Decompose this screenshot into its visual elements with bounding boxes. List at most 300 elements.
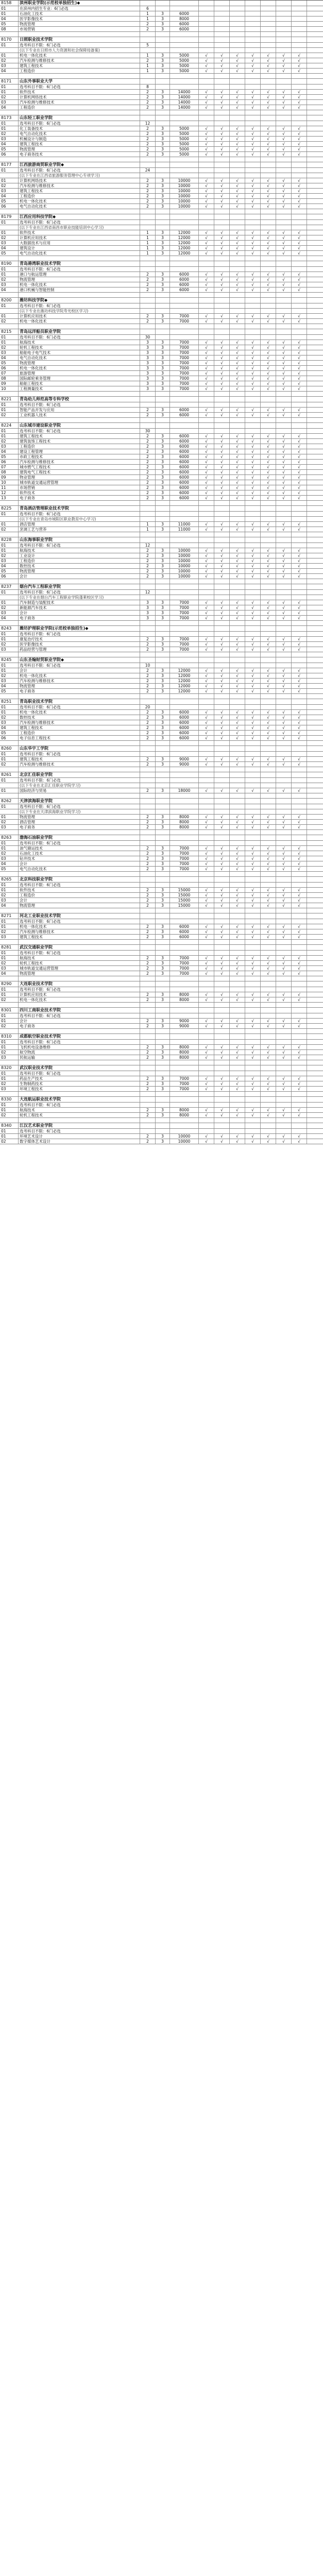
subject-mark-cell (230, 214, 245, 219)
subject-mark-cell: √ (199, 137, 214, 141)
group-row (0, 220, 323, 225)
blank-row (0, 872, 323, 877)
subject-mark-cell (245, 841, 261, 845)
subject-mark-cell: √ (245, 475, 261, 480)
blank-row (0, 324, 323, 329)
subject-mark-cell: √ (276, 564, 292, 568)
empty-cell (199, 694, 214, 699)
name-cell: 会计 (19, 1019, 140, 1023)
len-cell (156, 1129, 170, 1133)
name-cell: 建设工程管理 (19, 449, 140, 454)
subject-mark-cell: √ (199, 825, 214, 829)
fee-cell (170, 402, 199, 407)
name-cell: 选考科目不限：6门必选 (19, 705, 140, 709)
blank-row (0, 501, 323, 506)
subject-mark-cell: √ (230, 241, 245, 245)
subject-mark-cell: √ (292, 673, 307, 678)
subject-mark-cell (214, 121, 230, 126)
empty-cell (276, 621, 292, 625)
code-cell: 8261 (0, 772, 19, 777)
subject-mark-cell: √ (261, 314, 276, 318)
school-row (0, 835, 323, 841)
empty-cell (261, 293, 276, 297)
subject-mark-cell: √ (245, 272, 261, 277)
empty-cell (214, 793, 230, 798)
subject-mark-cell (214, 772, 230, 777)
subject-mark-cell: √ (230, 1081, 245, 1086)
name-cell: 飞机机电设备维修 (19, 1045, 140, 1049)
subject-mark-cell (307, 298, 323, 303)
subject-mark-cell (292, 309, 307, 313)
subject-mark-cell (199, 329, 214, 334)
subject-mark-cell: √ (199, 460, 214, 464)
subject-mark-cell: √ (292, 241, 307, 245)
fee-cell (170, 877, 199, 882)
subject-mark-cell: √ (261, 444, 276, 449)
subject-mark-cell (307, 303, 323, 308)
subject-mark-cell (245, 778, 261, 783)
subject-mark-cell: √ (276, 381, 292, 386)
subject-mark-cell: √ (230, 684, 245, 688)
plan-cell (140, 913, 156, 919)
plan-cell: 2 (140, 888, 156, 892)
subject-mark-cell: √ (214, 731, 230, 735)
subject-mark-cell: √ (214, 272, 230, 277)
subject-mark-cell: √ (199, 1076, 214, 1081)
subject-mark-cell: √ (230, 350, 245, 355)
subject-mark-cell: √ (276, 350, 292, 355)
code-cell: 8263 (0, 835, 19, 840)
len-cell: 3 (156, 935, 170, 939)
fee-cell: 7000 (170, 637, 199, 641)
blank-row (0, 830, 323, 835)
subject-mark-cell: √ (261, 1019, 276, 1023)
subject-mark-cell (292, 951, 307, 955)
empty-cell (276, 1092, 292, 1096)
empty-cell (170, 940, 199, 944)
len-cell: 3 (156, 642, 170, 647)
fee-cell: 6000 (170, 27, 199, 31)
blank-row (0, 209, 323, 214)
subject-mark-cell (230, 778, 245, 783)
plan-cell: 2 (140, 319, 156, 324)
subject-mark-cell: √ (276, 898, 292, 903)
len-cell: 3 (156, 961, 170, 965)
subject-mark-cell (307, 799, 323, 804)
major-row (0, 366, 323, 371)
len-cell: 3 (156, 689, 170, 693)
empty-cell (0, 940, 19, 944)
name-cell: 机电一体化技术 (19, 319, 140, 324)
subject-mark-cell (276, 1008, 292, 1013)
subject-mark-cell: √ (292, 1139, 307, 1144)
empty-cell (307, 767, 323, 772)
fee-cell: 6000 (170, 720, 199, 725)
blank-row (0, 767, 323, 772)
subject-mark-cell: √ (214, 1113, 230, 1117)
subject-mark-cell (307, 251, 323, 256)
subject-mark-cell (245, 537, 261, 543)
subject-mark-cell (276, 6, 292, 11)
code-cell: 05 (0, 689, 19, 693)
major-row (0, 1055, 323, 1060)
name-cell: 选考科目不限：6门必选 (19, 752, 140, 756)
subject-mark-cell (214, 37, 230, 42)
subject-mark-cell: √ (261, 58, 276, 63)
empty-cell (292, 767, 307, 772)
empty-cell (0, 74, 19, 78)
subject-mark-cell (292, 506, 307, 511)
fee-cell: 6000 (170, 470, 199, 474)
subject-mark-cell (261, 1034, 276, 1039)
empty-cell (307, 256, 323, 261)
major-row (0, 475, 323, 480)
major-row (0, 189, 323, 194)
name-cell: 会计 (19, 861, 140, 866)
subject-mark-cell (199, 37, 214, 42)
plan-cell: 2 (140, 1108, 156, 1112)
subject-mark-cell (261, 48, 276, 53)
subject-mark-cell (261, 913, 276, 919)
plan-cell (140, 537, 156, 543)
plan-cell: 2 (140, 204, 156, 209)
subject-mark-cell: √ (276, 189, 292, 193)
fee-cell: 6000 (170, 434, 199, 438)
subject-mark-cell (245, 1008, 261, 1013)
subject-mark-cell (276, 841, 292, 845)
major-row (0, 194, 323, 199)
plan-cell (140, 329, 156, 334)
empty-cell (170, 694, 199, 699)
empty-cell (230, 1118, 245, 1123)
subject-mark-cell: √ (292, 548, 307, 553)
len-cell (156, 799, 170, 804)
subject-mark-cell (292, 626, 307, 631)
subject-mark-cell: √ (261, 898, 276, 903)
plan-cell (140, 397, 156, 402)
subject-mark-cell: √ (276, 679, 292, 683)
subject-mark-cell: √ (214, 345, 230, 350)
fee-cell: 7000 (170, 647, 199, 652)
empty-cell (292, 830, 307, 835)
subject-mark-cell: √ (230, 966, 245, 971)
subject-mark-cell (199, 883, 214, 887)
empty-cell (140, 1003, 156, 1007)
subject-mark-cell: √ (199, 241, 214, 245)
subject-mark-cell: √ (245, 679, 261, 683)
empty-cell (245, 1029, 261, 1033)
blank-row (0, 579, 323, 584)
major-row (0, 673, 323, 679)
major-row (0, 736, 323, 741)
subject-mark-cell: √ (261, 126, 276, 131)
name-cell: 物流管理 (19, 903, 140, 908)
empty-cell (230, 741, 245, 745)
name-cell: 轮机工程技术 (19, 961, 140, 965)
name-cell: 机电一体化技术 (19, 924, 140, 929)
major-row (0, 230, 323, 235)
major-row (0, 490, 323, 496)
major-row (0, 204, 323, 209)
subject-mark-cell (292, 1097, 307, 1102)
subject-mark-cell (276, 162, 292, 167)
code-cell: 8320 (0, 1065, 19, 1071)
empty-cell (276, 741, 292, 745)
school-row (0, 261, 323, 267)
subject-mark-cell (292, 537, 307, 543)
subject-mark-cell: √ (261, 725, 276, 730)
major-row (0, 454, 323, 460)
subject-mark-cell: √ (245, 637, 261, 641)
plan-cell: 2 (140, 548, 156, 553)
code-cell: 02 (0, 553, 19, 558)
empty-cell (140, 293, 156, 297)
plan-cell (140, 298, 156, 303)
code-cell: 09 (0, 381, 19, 386)
code-cell: 8237 (0, 584, 19, 589)
subject-mark-cell: √ (245, 605, 261, 610)
code-cell: 01 (0, 168, 19, 173)
major-row (0, 720, 323, 725)
fee-cell (170, 783, 199, 788)
plan-cell: 2 (140, 413, 156, 417)
subject-mark-cell (245, 22, 261, 26)
subject-mark-cell (214, 584, 230, 589)
subject-mark-cell: √ (276, 1139, 292, 1144)
name-cell: 船舶工程技术 (19, 381, 140, 386)
code-cell: 03 (0, 100, 19, 105)
fee-cell: 10000 (170, 574, 199, 579)
subject-mark-cell (230, 429, 245, 433)
code-cell (0, 517, 19, 521)
name-cell: 四川工商职业技术学院 (19, 1008, 140, 1013)
subject-mark-cell (307, 757, 323, 761)
subject-mark-cell: √ (261, 272, 276, 277)
fee-cell: 12000 (170, 235, 199, 240)
empty-cell (199, 830, 214, 835)
subject-mark-cell (199, 162, 214, 167)
subject-mark-cell: √ (199, 710, 214, 715)
subject-mark-cell (307, 945, 323, 950)
empty-cell (170, 1092, 199, 1096)
fee-cell: 7000 (170, 381, 199, 386)
plan-cell: 1 (140, 63, 156, 68)
subject-mark-cell: √ (245, 888, 261, 892)
plan-cell: 2 (140, 997, 156, 1002)
fee-cell: 7000 (170, 345, 199, 350)
subject-mark-cell: √ (292, 815, 307, 819)
fee-cell: 5000 (170, 126, 199, 131)
empty-cell (276, 256, 292, 261)
empty-cell (170, 209, 199, 214)
name-cell: (以下专业在日照市人力资源和社会保障局备案) (19, 48, 140, 53)
major-row (0, 282, 323, 287)
subject-mark-cell (307, 27, 323, 31)
empty-cell (276, 1060, 292, 1065)
subject-mark-cell: √ (245, 178, 261, 183)
subject-mark-cell: √ (214, 230, 230, 235)
subject-mark-cell (307, 883, 323, 887)
empty-cell (170, 621, 199, 625)
subject-mark-cell: √ (261, 480, 276, 485)
subject-mark-cell: √ (199, 851, 214, 856)
subject-mark-cell (230, 981, 245, 987)
blank-row (0, 741, 323, 746)
subject-mark-cell (261, 397, 276, 402)
subject-mark-cell (276, 783, 292, 788)
plan-cell: 2 (140, 496, 156, 500)
code-cell: 01 (0, 637, 19, 641)
subject-mark-cell (307, 376, 323, 381)
school-row (0, 1034, 323, 1040)
len-cell (156, 1097, 170, 1102)
subject-mark-cell (276, 945, 292, 950)
empty-cell (0, 324, 19, 329)
fee-cell: 9000 (170, 762, 199, 767)
len-cell: 3 (156, 230, 170, 235)
name-cell: 计算机网络技术 (19, 95, 140, 99)
subject-mark-cell: √ (230, 1045, 245, 1049)
subject-mark-cell: √ (261, 319, 276, 324)
subject-mark-cell (307, 553, 323, 558)
subject-mark-cell: √ (199, 1134, 214, 1139)
empty-cell (156, 110, 170, 115)
code-cell: 01 (0, 303, 19, 308)
subject-mark-cell: √ (199, 903, 214, 908)
subject-mark-cell: √ (261, 230, 276, 235)
subject-mark-cell: √ (261, 720, 276, 725)
plan-cell: 2 (140, 558, 156, 563)
empty-cell (307, 1092, 323, 1096)
subject-mark-cell (292, 877, 307, 882)
len-cell (156, 877, 170, 882)
empty-cell (140, 418, 156, 422)
subject-mark-cell: √ (245, 147, 261, 151)
empty-cell (292, 579, 307, 584)
subject-mark-cell: √ (261, 355, 276, 360)
subject-mark-cell: √ (261, 434, 276, 438)
len-cell: 3 (156, 496, 170, 500)
subject-mark-cell (214, 778, 230, 783)
fee-cell (170, 804, 199, 809)
code-cell: 05 (0, 147, 19, 151)
empty-cell (140, 621, 156, 625)
fee-cell: 7000 (170, 642, 199, 647)
subject-mark-cell: √ (214, 642, 230, 647)
fee-cell: 7000 (170, 376, 199, 381)
len-cell: 3 (156, 340, 170, 345)
subject-mark-cell (245, 303, 261, 308)
subject-mark-cell (276, 590, 292, 595)
subject-mark-cell (307, 225, 323, 230)
fee-cell: 6000 (170, 11, 199, 16)
group-row (0, 429, 323, 434)
plan-cell: 3 (140, 616, 156, 620)
subject-mark-cell (276, 84, 292, 89)
subject-mark-cell: √ (230, 485, 245, 490)
subject-mark-cell (199, 632, 214, 636)
empty-cell (156, 418, 170, 422)
subject-mark-cell: √ (199, 1081, 214, 1086)
name-cell: 市政工程技术 (19, 454, 140, 459)
fee-cell (170, 537, 199, 543)
subject-mark-cell (230, 115, 245, 121)
subject-mark-cell: √ (261, 757, 276, 761)
major-row (0, 246, 323, 251)
name-cell: (以下专业在北京汇佳职业学院学习) (19, 783, 140, 788)
subject-mark-cell: √ (230, 366, 245, 370)
major-row (0, 961, 323, 966)
subject-mark-cell (307, 261, 323, 266)
subject-mark-cell: √ (276, 929, 292, 934)
school-row (0, 397, 323, 402)
subject-mark-cell (230, 84, 245, 89)
fee-cell: 14000 (170, 90, 199, 94)
empty-cell (245, 256, 261, 261)
subject-mark-cell (199, 945, 214, 950)
empty-cell (245, 324, 261, 329)
subject-mark-cell (307, 272, 323, 277)
subject-mark-cell (245, 84, 261, 89)
code-cell: 8290 (0, 981, 19, 987)
empty-cell (245, 1118, 261, 1123)
subject-mark-cell (292, 799, 307, 804)
subject-mark-cell: √ (245, 105, 261, 110)
name-cell: 选考科目不限：6门必选 (19, 804, 140, 809)
empty-cell (170, 767, 199, 772)
subject-mark-cell: √ (276, 470, 292, 474)
subject-mark-cell: √ (261, 992, 276, 997)
subject-mark-cell: √ (276, 893, 292, 897)
major-row (0, 762, 323, 767)
subject-mark-cell: √ (214, 788, 230, 793)
empty-cell (140, 256, 156, 261)
fee-cell: 7000 (170, 600, 199, 605)
empty-cell (214, 940, 230, 944)
plan-cell: 2 (140, 1081, 156, 1086)
empty-cell (156, 532, 170, 537)
fee-cell (170, 919, 199, 924)
subject-mark-cell: √ (261, 199, 276, 204)
len-cell: 3 (156, 1055, 170, 1060)
plan-cell (140, 883, 156, 887)
subject-mark-cell (307, 574, 323, 579)
major-row (0, 522, 323, 527)
code-cell: 01 (0, 888, 19, 892)
blank-row (0, 652, 323, 657)
code-cell: 02 (0, 58, 19, 63)
subject-mark-cell (292, 173, 307, 178)
subject-mark-cell: √ (292, 460, 307, 464)
code-cell: 01 (0, 1129, 19, 1133)
empty-cell (140, 1092, 156, 1096)
subject-mark-cell (199, 429, 214, 433)
subject-mark-cell (276, 595, 292, 600)
subject-mark-cell (307, 715, 323, 720)
len-cell (156, 1040, 170, 1044)
name-cell: 环境工程技术 (19, 1087, 140, 1091)
subject-mark-cell: √ (214, 1050, 230, 1055)
name-cell: 石油化工技术 (19, 851, 140, 856)
subject-mark-cell: √ (292, 361, 307, 365)
plan-cell (140, 951, 156, 955)
major-row (0, 825, 323, 830)
fee-cell (170, 6, 199, 11)
subject-mark-cell (307, 90, 323, 94)
subject-mark-cell (276, 11, 292, 16)
subject-mark-cell (307, 616, 323, 620)
subject-mark-cell: √ (276, 1076, 292, 1081)
